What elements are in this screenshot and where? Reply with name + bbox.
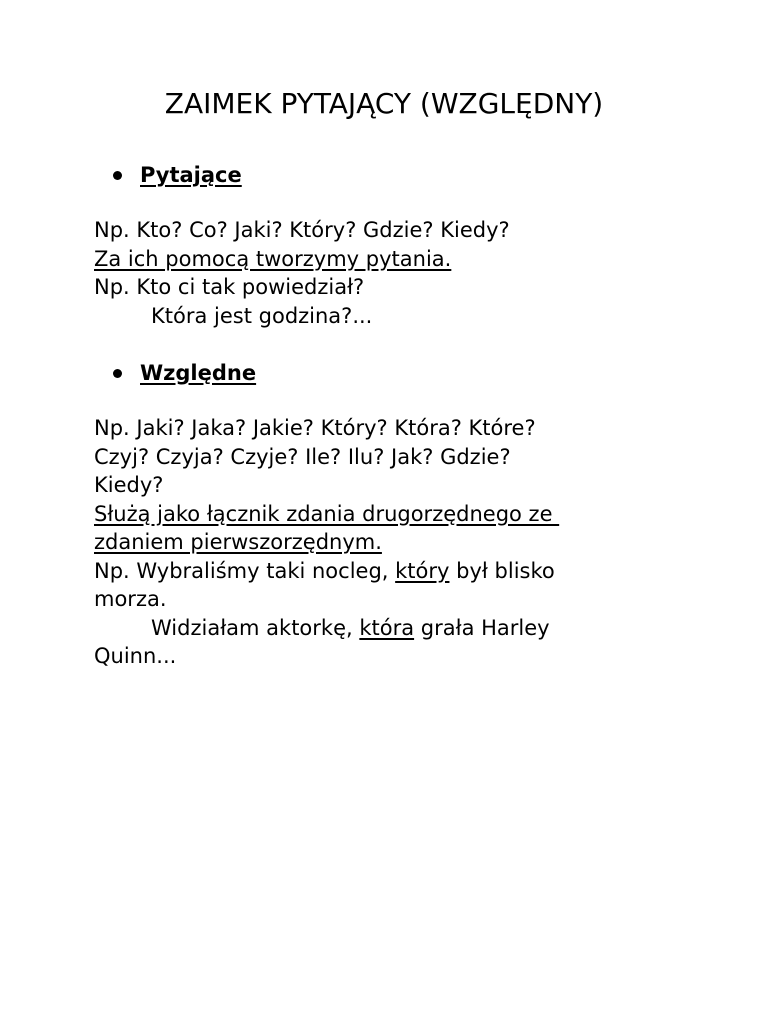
- sentence-text: Np. Wybraliśmy taki nocleg,: [94, 558, 396, 583]
- section-body-wzgledne: [94, 414, 674, 671]
- sentence-text: był blisko: [449, 558, 555, 583]
- examples-line: Czyj? Czyja? Czyje? Ile? Ilu? Jak? Gdzie?: [94, 444, 511, 469]
- sentence-continuation: morza.: [94, 587, 167, 611]
- relative-pronoun: która: [359, 615, 415, 640]
- examples-line: Kiedy?: [94, 473, 164, 497]
- section-heading-wzgledne: Względne: [140, 361, 257, 385]
- examples-line: Np. Kto? Co? Jaki? Który? Gdzie? Kiedy?: [94, 218, 510, 242]
- example-sentence: Która jest godzina?...: [151, 303, 373, 328]
- definition-line: Służą jako łącznik zdania drugorzędnego ze: [94, 501, 560, 526]
- sentence-text: Widziałam aktorkę,: [151, 615, 360, 640]
- section-body-pytajace: [94, 216, 674, 330]
- definition-line: Za ich pomocą tworzymy pytania.: [94, 246, 452, 271]
- relative-pronoun: który: [395, 558, 450, 583]
- example-sentence: Np. Kto ci tak powiedział?: [94, 275, 365, 299]
- sentence-continuation: Quinn...: [94, 644, 177, 668]
- section-heading-pytajace: Pytające: [140, 163, 242, 187]
- examples-line: Np. Jaki? Jaka? Jakie? Który? Która? Które?: [94, 416, 536, 440]
- sentence-text: grała Harley: [414, 615, 550, 640]
- bullet-icon: [113, 369, 122, 378]
- page-title: ZAIMEK PYTAJĄCY (WZGLĘDNY): [164, 87, 604, 120]
- definition-line: zdaniem pierwszorzędnym.: [94, 530, 382, 554]
- example-sentence: [94, 614, 674, 643]
- bullet-icon: [113, 171, 122, 180]
- example-sentence: [94, 557, 674, 586]
